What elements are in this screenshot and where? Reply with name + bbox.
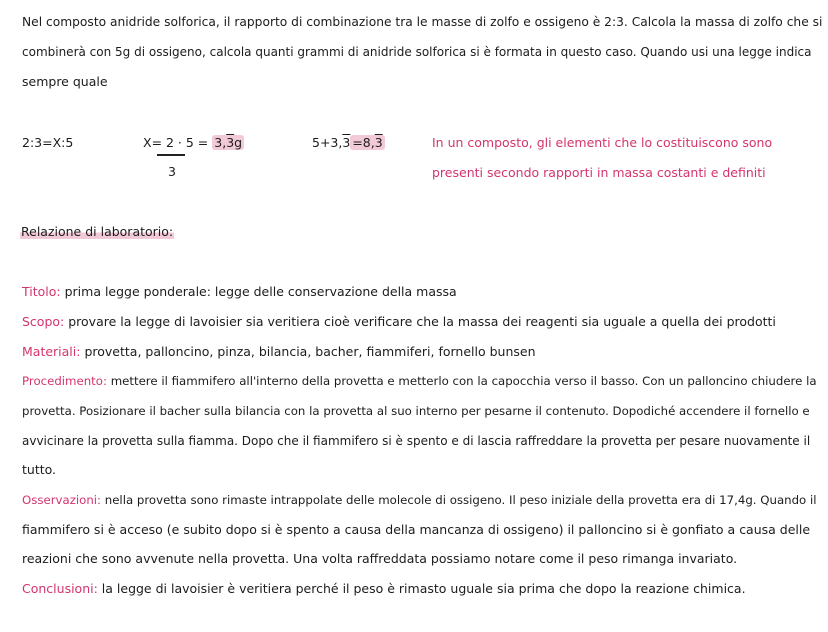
procedimento-label: Procedimento: [22, 374, 107, 388]
osservazioni-line-2: fiammifero si è acceso (e subito dopo si è spento a causa della mancanza di ossigeno) il palloncino si è gonfiato a causa delle [22, 522, 811, 537]
proportion: 2:3=X:5 [22, 135, 74, 150]
osservazioni-line-1 [22, 492, 817, 508]
titolo-label: Titolo: [22, 284, 61, 299]
scopo-label: Scopo: [22, 314, 65, 329]
osservazioni-label: Osservazioni: [22, 493, 101, 507]
scopo-text: provare la legge di lavoisier sia veritiera cioè verificare che la massa dei reagenti sia uguale a quella dei prodotti [68, 314, 776, 329]
materiali-text: provetta, palloncino, pinza, bilancia, bacher, fiammiferi, fornello bunsen [84, 344, 536, 359]
procedimento-line-4: tutto. [22, 462, 57, 477]
fraction-line [157, 154, 185, 156]
problem-line-2: combinerà con 5g di ossigeno, calcola quanti grammi di anidride solforica si è formata in questo caso. Quando usi una legge indica [22, 45, 812, 59]
denominator: 3 [168, 164, 176, 179]
conclusioni-line [22, 581, 746, 597]
law-line-2: presenti secondo rapporti in massa costanti e definiti [432, 165, 766, 180]
report-heading: Relazione di laboratorio: [21, 224, 174, 239]
procedimento-text-1: mettere il fiammifero all'interno della provetta e metterlo con la capocchia verso il basso. Con un palloncino chiudere la [110, 374, 817, 388]
osservazioni-text-1: nella provetta sono rimaste intrappolate delle molecole di ossigeno. Il peso iniziale della provetta era di 17,4g. Quando il [104, 493, 817, 507]
titolo-text: prima legge ponderale: legge delle conservazione della massa [64, 284, 457, 299]
problem-line-3: sempre quale [22, 74, 108, 89]
osservazioni-line-3: reazioni che sono avvenute nella provetta. Una volta raffreddata possiamo notare come il peso rimanga invariato. [22, 551, 738, 566]
x-calculation [143, 135, 244, 151]
law-line-1: In un composto, gli elementi che lo costituiscono sono [432, 135, 773, 150]
procedimento-line-2: provetta. Posizionare il bacher sulla bilancia con la provetta al suo interno per pesarne il contenuto. Dopodiché accendere il fornello e [22, 404, 810, 418]
scopo-line [22, 314, 776, 330]
problem-line-1: Nel composto anidride solforica, il rapporto di combinazione tra le masse di zolfo e ossigeno è 2:3. Calcola la massa di zolfo che si [22, 15, 823, 29]
conclusioni-text: la legge di lavoisier è veritiera perché il peso è rimasto uguale sia prima che dopo la reazione chimica. [101, 581, 746, 596]
x-numerator: X= 2 · 5 = [143, 135, 209, 150]
procedimento-line-3: avvicinare la provetta sulla fiamma. Dopo che il fiammifero si è spento e di lascia raffreddare la provetta per pesare nuovamente il [22, 434, 811, 448]
x-result: 3,3g [214, 135, 243, 150]
titolo-line [22, 284, 457, 300]
procedimento-line-1 [22, 373, 817, 389]
materiali-label: Materiali: [22, 344, 81, 359]
sum-calculation: 5+3,3 =8,3 [312, 135, 383, 150]
conclusioni-label: Conclusioni: [22, 581, 98, 596]
materiali-line [22, 344, 536, 360]
